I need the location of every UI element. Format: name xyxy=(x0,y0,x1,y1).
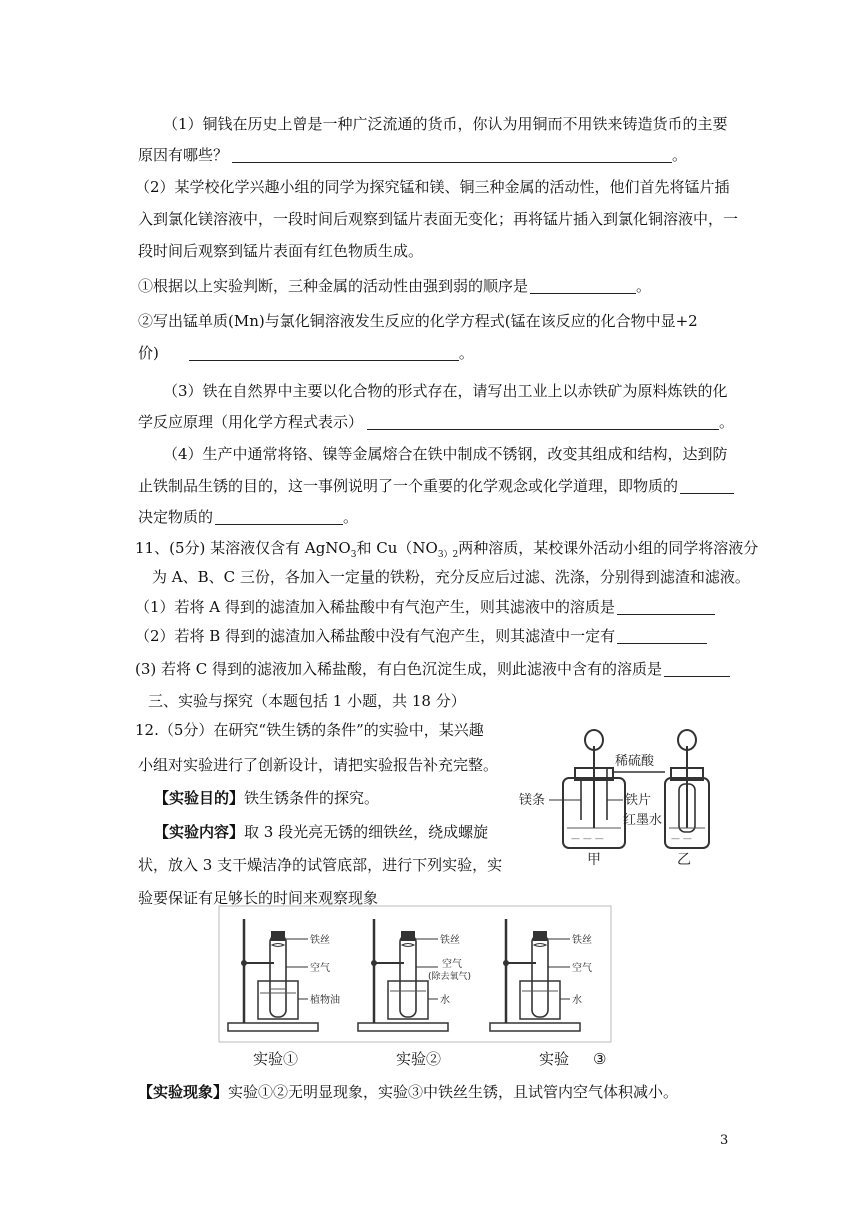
caption-exp-1: 实验① xyxy=(253,1050,299,1068)
q11-line2: 为 A、B、C 三份，各加入一定量的铁粉，充分反应后过滤、洗涤，分别得到滤渣和滤液。 xyxy=(152,568,750,586)
answer-blank[interactable] xyxy=(215,508,343,525)
q11-q1: （1）若将 A 得到的滤渣加入稀盐酸中有气泡产生，则其滤液中的溶质是 xyxy=(135,597,715,617)
answer-blank[interactable] xyxy=(680,477,734,494)
label-fe: 铁片 xyxy=(625,793,652,808)
answer-blank[interactable] xyxy=(617,627,707,644)
label-yi: 乙 xyxy=(677,852,691,868)
label-oil: 植物油 xyxy=(310,995,340,1006)
q11-q2: （2）若将 B 得到的滤渣加入稀盐酸中没有气泡产生，则其滤渣中一定有 xyxy=(135,626,707,646)
section-title: 三、实验与探究（本题包括 1 小题，共 18 分） xyxy=(148,692,466,710)
answer-blank[interactable] xyxy=(530,277,636,294)
label-air-3: 空气 xyxy=(572,963,592,974)
q10-p1-line2: 原因有哪些？ 。 xyxy=(138,146,688,164)
page-number: 3 xyxy=(720,1133,729,1148)
label-ink: 红墨水 xyxy=(623,813,663,828)
q10-p4-line1: （4）生产中通常将铬、镍等金属熔合在铁中制成不锈钢，改变其组成和结构，达到防 xyxy=(163,445,728,463)
q10-p2-line3: 段时间后观察到锰片表面有红色物质生成。 xyxy=(138,242,424,260)
caption-exp-2: 实验② xyxy=(396,1050,442,1068)
q10-p3-line2: 学反应原理（用化学方程式表示） 。 xyxy=(138,413,735,431)
q12-phenomenon: 【实验现象】实验①②无明显现象，实验③中铁丝生锈，且试管内空气体积减小。 xyxy=(138,1083,679,1101)
q10-p2-line1: （2）某学校化学兴趣小组的同学为探究锰和镁、铜三种金属的活动性，他们首先将锰片插 xyxy=(135,178,730,196)
q11-q3: (3) 若将 C 得到的滤液加入稀盐酸，有白色沉淀生成，则此滤液中含有的溶质是 xyxy=(135,659,730,679)
svg-text:— —: — — xyxy=(671,834,692,844)
label-wire-3: 铁丝 xyxy=(572,935,592,946)
q12-content-line3: 验要保证有足够长的时间来观察现象 xyxy=(138,889,379,907)
q10-p4-line3: 决定物质的 。 xyxy=(138,508,359,526)
label-acid: 稀硫酸 xyxy=(615,754,655,769)
answer-blank[interactable] xyxy=(232,146,672,163)
setup-1 xyxy=(228,919,340,1031)
label-jia: 甲 xyxy=(587,852,601,868)
q10-p1-line1: （1）铜钱在历史上曾是一种广泛流通的货币，你认为用铜而不用铁来铸造货币的主要 xyxy=(163,115,728,133)
label-air-2: 空气 xyxy=(442,959,462,970)
experiment-figure xyxy=(218,905,612,1043)
answer-blank[interactable] xyxy=(367,413,719,430)
svg-text:— — —: — — — xyxy=(571,834,604,844)
setup-2 xyxy=(358,919,471,1031)
q12-content-line2: 状，放入 3 支干燥洁净的试管底部，进行下列实验，实 xyxy=(138,856,503,874)
answer-blank[interactable] xyxy=(664,660,730,677)
q10-p3-line1: （3）铁在自然界中主要以化合物的形式存在，请写出工业上以赤铁矿为原料炼铁的化 xyxy=(163,382,728,400)
q10-p2-q1: ①根据以上实验判断，三种金属的活动性由强到弱的顺序是 。 xyxy=(138,277,652,295)
q10-p2-q2-line1: ②写出锰单质(Mn)与氯化铜溶液发生反应的化学方程式(锰在该反应的化合物中显+2 xyxy=(138,312,698,330)
label-mg: 镁条 xyxy=(519,793,546,808)
q11-line1: 11、(5分) 某溶液仅含有 AgNO$_3$和 $Cu(NO_{3)2}$两种溶质，某校课外活动小组的同学将溶液分 xyxy=(135,539,759,560)
caption-exp-3: 实验 ③ xyxy=(539,1050,607,1068)
apparatus-figure-top xyxy=(515,728,735,868)
answer-blank[interactable] xyxy=(189,344,459,361)
q12-purpose: 【实验目的】铁生锈条件的探究。 xyxy=(154,789,380,807)
answer-blank[interactable] xyxy=(617,598,715,615)
label-wire-2: 铁丝 xyxy=(440,935,460,946)
label-air-1: 空气 xyxy=(310,963,330,974)
label-air-2-note: (除去氧气) xyxy=(428,972,472,982)
label-water-2: 水 xyxy=(440,995,450,1006)
label-water-3: 水 xyxy=(572,995,582,1006)
label-wire-1: 铁丝 xyxy=(310,935,330,946)
q12-content-line1: 【实验内容】取 3 段光亮无锈的细铁丝，绕成螺旋 xyxy=(154,823,489,841)
q10-p2-q2-line2: 价) 。 xyxy=(138,344,474,362)
q10-p2-line2: 入到氯化镁溶液中，一段时间后观察到锰片表面无变化；再将锰片插入到氯化铜溶液中，一 xyxy=(138,210,739,228)
q12-line1: 12.（5分）在研究“铁生锈的条件”的实验中，某兴趣 xyxy=(135,721,484,739)
q12-line2: 小组对实验进行了创新设计，请把实验报告补充完整。 xyxy=(138,756,499,774)
setup-3 xyxy=(490,919,592,1031)
q10-p4-line2: 止铁制品生锈的目的，这一事例说明了一个重要的化学观念或化学道理，即物质的 xyxy=(138,476,734,496)
